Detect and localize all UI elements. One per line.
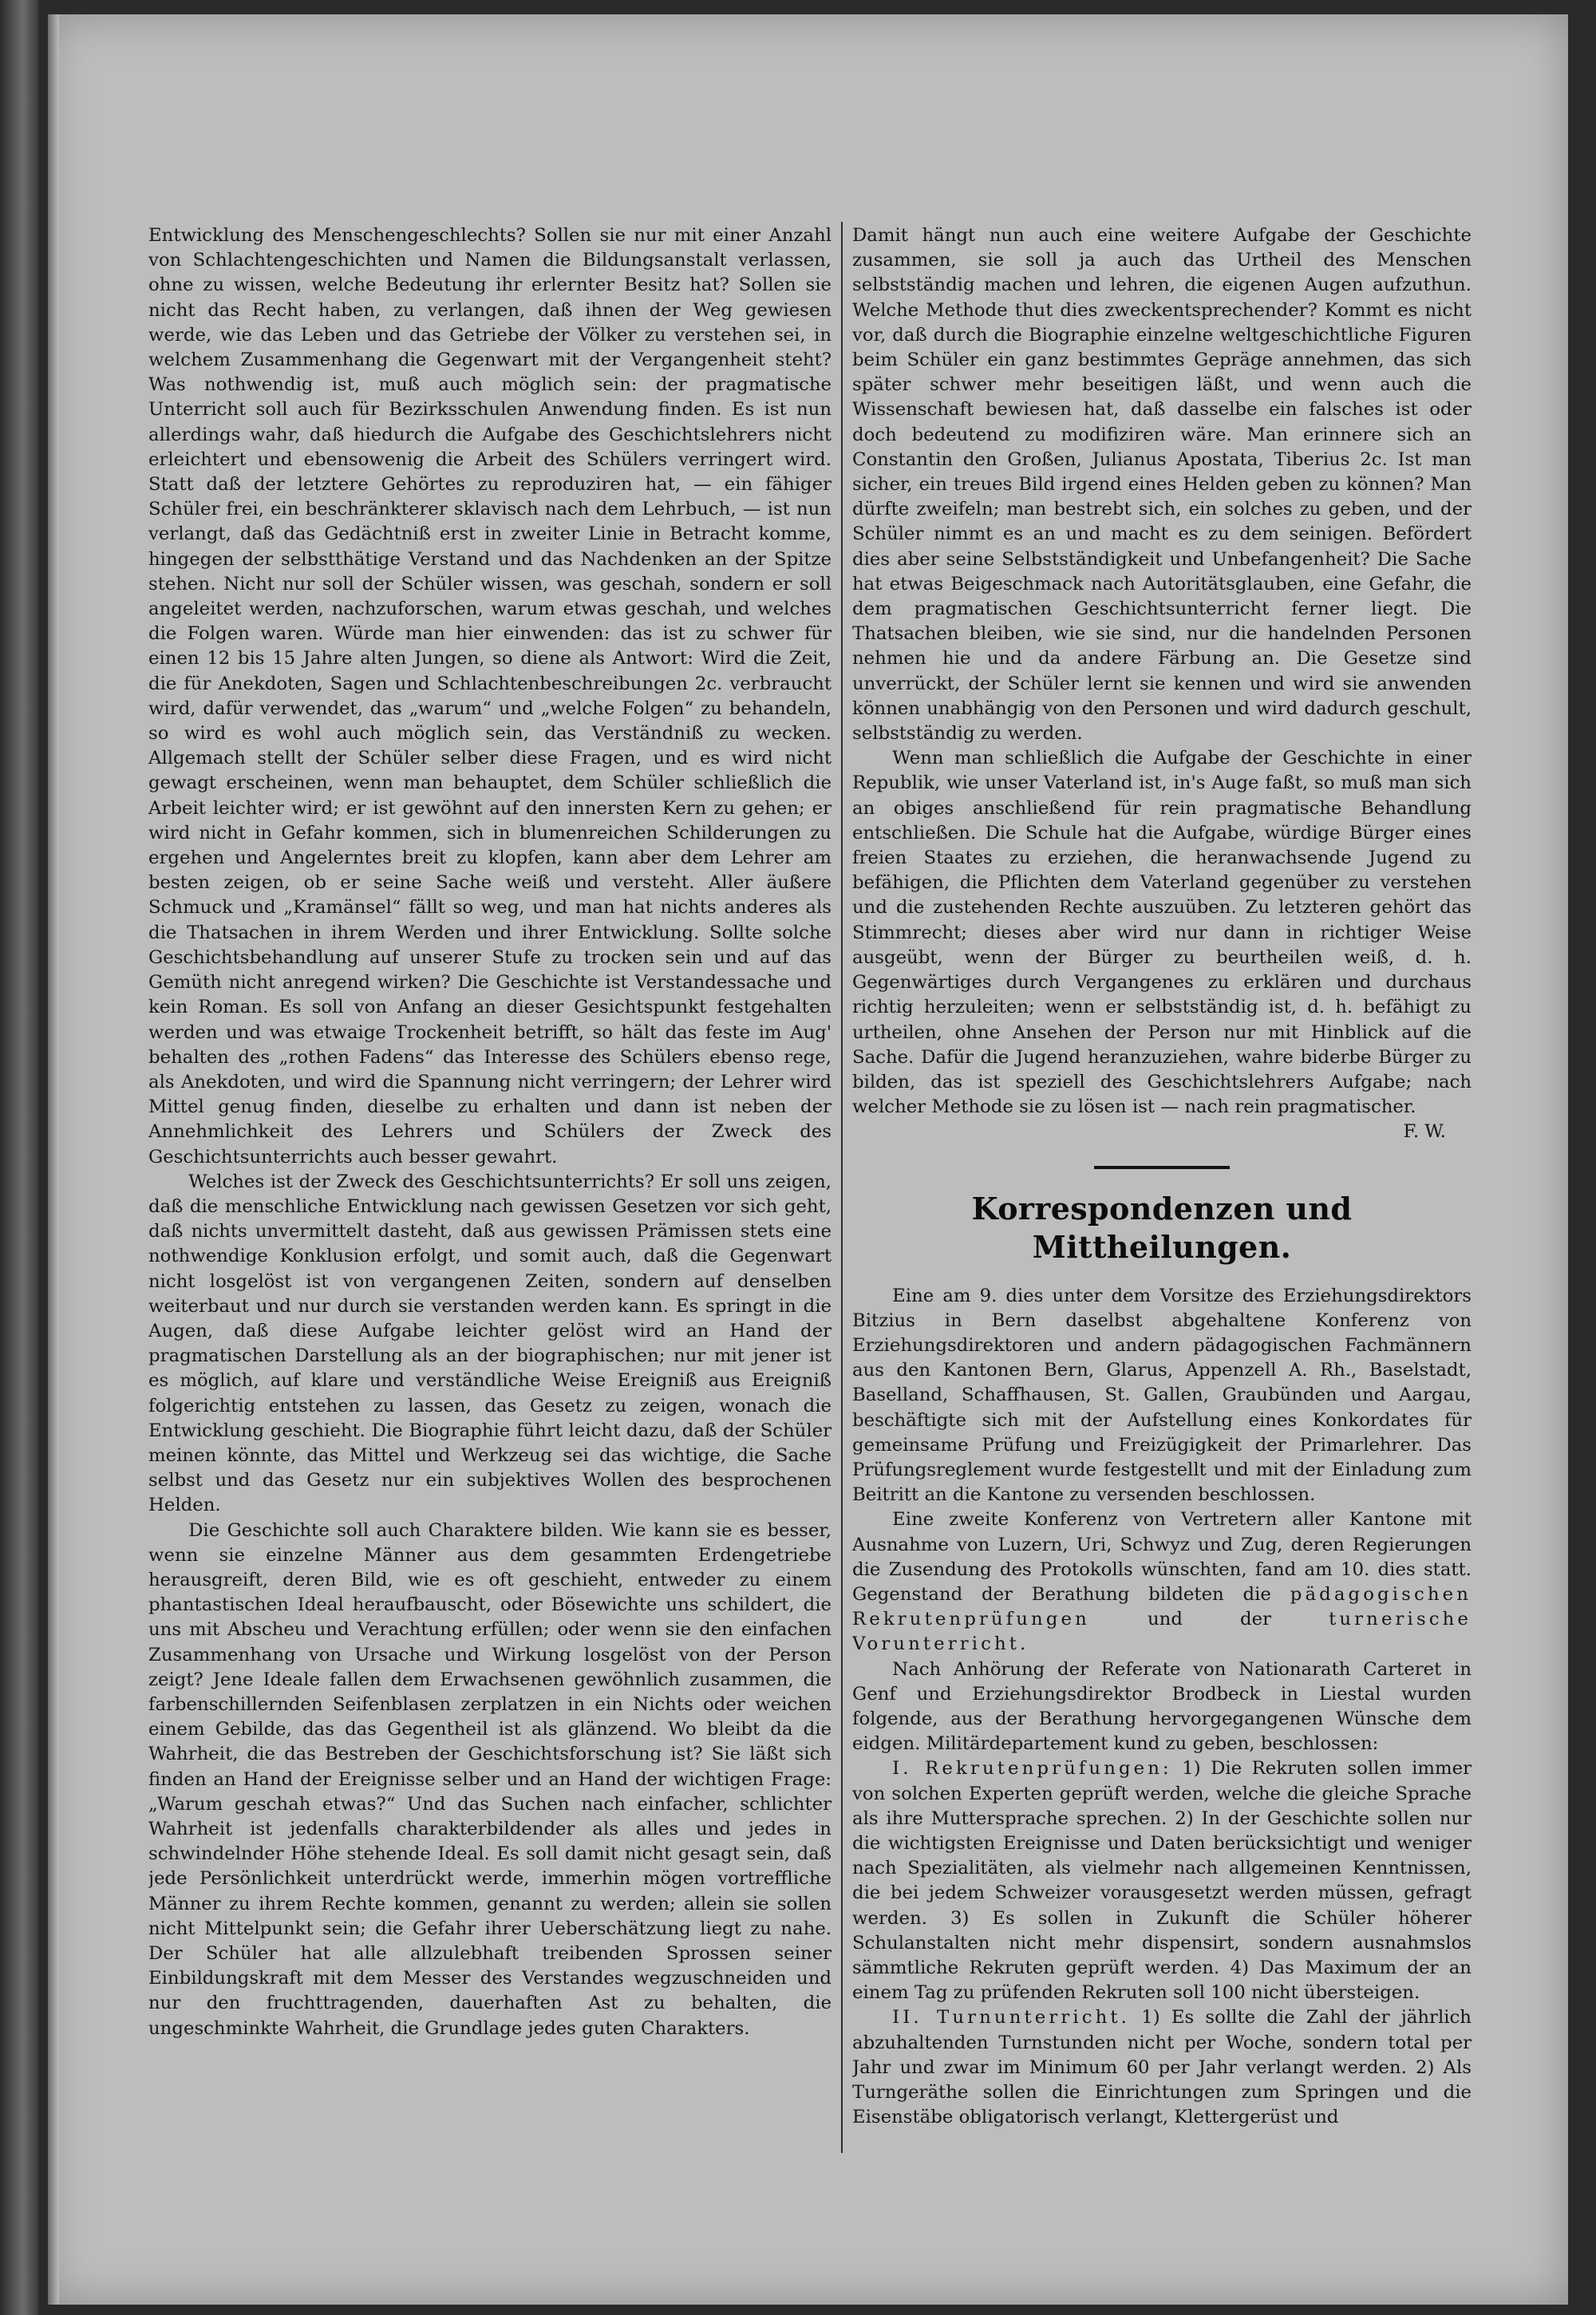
- news-2-topic-gymnastics: turnerische Vorunterricht.: [852, 1609, 1472, 1655]
- news-2-text: Eine zweite Konferenz von Vertretern aller Kantone mit Ausnahme von Luzern, Uri, Schwyz und Zug, deren Regierungen die Zusendung des Protokolls wünschten, fand am 10. dies statt. Gegenstand der Berathung bildeten die: [852, 1509, 1472, 1605]
- news-paragraph-2: [852, 1507, 1472, 1657]
- left-paragraph-3: Die Geschichte soll auch Charaktere bilden. Wie kann sie es besser, wenn sie einzelne Männer aus dem gesammten Erdengetriebe herausgreift, deren Bild, wie es oft geschieht, entweder zu einem phantastischen Ideal heraufbauscht, oder Bösewichte uns schildert, die uns mit Abscheu und Verachtung erfüllen; oder wenn sie den einfachen Zusammenhang von Ursache und Wirkung losgelöst von der Person zeigt? Jene Ideale fallen dem Erwachsenen gewöhnlich zusammen, die farbenschillernden Seifenblasen zerplatzen in ein Nichts oder weichen einem Gebilde, das das Gegentheil ist als glänzend. Wo bleibt da die Wahrheit, die das Bestreben der Geschichtsforschung ist? Sie läßt sich finden an Hand der Ereignisse selber und an Hand der wichtigen Frage: „Warum geschah etwas?“ Und das Suchen nach einfacher, schlichter Wahrheit ist jedenfalls charakterbildender als alles und jedes in schwindelnder Höhe stehende Ideal. Es soll damit nicht gesagt sein, daß jede Persönlichkeit unterdrückt werde, immerhin mögen vortreffliche Männer zu ihrem Rechte kommen, genannt zu werden; allein sie sollen nicht Mittelpunkt sein; die Gefahr ihrer Ueberschätzung liegt zu nahe. Der Schüler hat alle allzulebhaft treibenden Sprossen seiner Einbildungskraft mit dem Messer des Verstandes wegzuschneiden und nur den fruchttragenden, dauerhaften Ast zu behalten, die ungeschminkte Wahrheit, die Grundlage jedes guten Charakters.: [148, 1519, 832, 2039]
- page-binding-shadow: [48, 14, 59, 2305]
- news-item-1-label: I. Rekrutenprüfungen:: [892, 1758, 1172, 1780]
- news-item-2-text: 1) Es sollte die Zahl der jährlich abzuhaltenden Turnstunden nicht per Woche, sondern total per Jahr und zwar im Minimum 60 per Jahr verlangt werden. 2) Als Turngeräthe sollen die Einrichtungen zum Springen und die Eisenstäbe obligatorisch verlangt, Klettergerüst und: [852, 2007, 1472, 2128]
- column-divider: [841, 222, 843, 2153]
- news-item-1-text: 1) Die Rekruten sollen immer von solchen Experten geprüft werden, welche die gleiche Sprache als ihre Muttersprache sprechen. 2) In der Geschichte sollen nur die wichtigsten Ereignisse und Daten berücksichtigt und weniger nach Spezialitäten, als vielmehr nach allgemeinen Kenntnissen, die bei jedem Schweizer vorausgesetzt werden müssen, gefragt werden. 3) Es sollen in Zukunft die Schüler höherer Schulanstalten nicht mehr dispensirt, sondern ausnahmslos sämmtliche Rekruten geprüft werden. 4) Das Maximum der an einem Tag zu prüfenden Rekruten soll 100 nicht übersteigen.: [852, 1758, 1472, 2004]
- right-closing-paragraph: Wenn man schließlich die Aufgabe der Geschichte in einer Republik, wie unser Vaterland ist, in's Auge faßt, so muß man sich an obiges anschließend für rein pragmatische Behandlung entschließen. Die Schule hat die Aufgabe, würdige Bürger eines freien Staates zu erziehen, die heranwachsende Jugend zu befähigen, die Pflichten dem Vaterland gegenüber zu verstehen und die zustehenden Rechte auszuüben. Zu letzteren gehört das Stimmrecht; dieses aber wird nur dann in richtiger Weise ausgeübt, wenn der Bürger zu beurtheilen weiß, d. h. Gegenwärtiges durch Vergangenes zu erklären und durchaus richtig herzuleiten; wenn er selbstständig ist, d. h. befähigt zu urtheilen, ohne Ansehen der Person nur mit Hinblick auf die Sache. Dafür die Jugend heranzuziehen, wahre biderbe Bürger zu bilden, das ist speziell des Geschichtslehrers Aufgabe; nach welcher Methode sie zu lösen ist — nach rein pragmatischer.: [852, 748, 1472, 1118]
- section-separator-rule: [1094, 1166, 1230, 1169]
- news-2-and: und der: [1148, 1609, 1272, 1630]
- right-continuation-paragraph: Damit hängt nun auch eine weitere Aufgabe der Geschichte zusammen, sie soll ja auch das Urtheil des Menschen selbstständig machen und lehren, die eigenen Augen aufzuthun. Welche Methode thut dies zweckentsprechender? Kommt es nicht vor, daß durch die Biographie einzelne weltgeschichtliche Figuren beim Schüler ein ganz bestimmtes Gepräge annehmen, das sich später schwer mehr beseitigen läßt, und wenn auch die Wissenschaft bewiesen hat, daß dasselbe ein falsches ist oder doch bedeutend zu modifiziren wäre. Man erinnere sich an Constantin den Großen, Julianus Apostata, Tiberius 2c. Ist man sicher, ein treues Bild irgend eines Helden geben zu können? Man dürfte zweifeln; man bestrebt sich, ein solches zu geben, und der Schüler nimmt es an und macht es zu dem seinigen. Befördert dies aber seine Selbstständigkeit und Unbefangenheit? Die Sache hat etwas Beigeschmack nach Autoritätsglauben, eine Gefahr, die dem pragmatischen Geschichtsunterricht ferner liegt. Die Thatsachen bleiben, wie sie sind, nur die handelnden Personen nehmen hie und da andere Färbung an. Die Gesetze sind unverrückt, der Schüler lernt sie kennen und wird sie anwenden können unabhängig von den Personen und wird dadurch geschult, selbstständig zu werden.: [852, 225, 1472, 745]
- left-paragraph-1: Entwicklung des Menschengeschlechts? Sollen sie nur mit einer Anzahl von Schlachtengeschichten und Namen die Bildungsanstalt verlassen, ohne zu wissen, welche Bedeutung ihr erlernter Besitz hat? Sollen sie nicht das Recht haben, zu verlangen, daß ihnen der Weg gewiesen werde, wie das Leben und das Getriebe der Völker zu verstehen sei, in welchem Zusammenhang die Gegenwart mit der Vergangenheit steht? Was nothwendig ist, muß auch möglich sein: der pragmatische Unterricht soll auch für Bezirksschulen Anwendung finden. Es ist nun allerdings wahr, daß hiedurch die Aufgabe des Geschichtslehrers nicht erleichtert und ebensowenig die Arbeit des Schülers verringert wird. Statt daß der letztere Gehörtes zu reproduziren hat, — ein fähiger Schüler frei, ein beschränkterer sklavisch nach dem Lehrbuch, — ist nun verlangt, daß das Gedächtniß erst in zweiter Linie in Betracht komme, hingegen der selbstthätige Verstand und das Nachdenken an der Spitze stehen. Nicht nur soll der Schüler wissen, was geschah, sondern er soll angeleitet werden, nachzuforschen, warum etwas geschah, und welches die Folgen waren. Würde man hier einwenden: das ist zu schwer für einen 12 bis 15 Jahre alten Jungen, so diene als Antwort: Wird die Zeit, die für Anekdoten, Sagen und Schlachtenbeschreibungen 2c. verbraucht wird, dafür verwendet, das „warum“ und „welche Folgen“ zu behandeln, so wird es wohl auch möglich sein, das Verständniß zu wecken. Allgemach stellt der Schüler selber diese Fragen, und es wird nicht gewagt erscheinen, wenn man behauptet, dem Schüler schließlich die Arbeit leichter wird; er ist gewöhnt auf den innersten Kern zu gehen; er wird nicht in Gefahr kommen, sich in blumenreichen Schilderungen zu ergehen und Angelerntes breit zu klopfen, kann aber dem Lehrer am besten zeigen, ob er seine Sache weiß und versteht. Aller äußere Schmuck und „Kramänsel“ fällt so weg, und man hat nichts anderes als die Thatsachen in ihrem Werden und ihrer Entwicklung. Sollte solche Geschichtsbehandlung auf unserer Stufe zu trocken sein und auf das Gemüth nicht anregend wirken? Die Geschichte ist Verstandessache und kein Roman. Es soll von Anfang an dieser Gesichtspunkt festgehalten werden und was etwaige Trockenheit betrifft, so hält das feste im Aug' behalten des „rothen Fadens“ das Interesse des Schülers ebenso rege, als Anekdoten, und wird die Spannung nicht verringern; der Lehrer wird Mittel genug finden, dieselbe zu erhalten und dann ist neben der Annehmlichkeit des Lehrers und Schülers der Zweck des Geschichtsunterrichts auch besser gewahrt.: [148, 225, 832, 1167]
- left-column: [148, 223, 832, 2218]
- news-item-2: [852, 2005, 1472, 2130]
- news-item-1: [852, 1756, 1472, 2005]
- left-paragraph-2: Welches ist der Zweck des Geschichtsunterrichts? Er soll uns zeigen, daß die menschliche Entwicklung nach gewissen Gesetzen vor sich geht, daß nichts unvermittelt dasteht, daß aus gewissen Prämissen stets eine nothwendige Konklusion erfolgt, und somit auch, daß die Gegenwart nicht losgelöst ist von vergangenen Zeiten, sondern auf denselben weiterbaut und nur durch sie verstanden werden kann. Es springt in die Augen, daß diese Aufgabe leichter gelöst wird an Hand der pragmatischen Darstellung als an der biographischen; nur mit jener ist es möglich, auf klare und verständliche Weise Ereigniß aus Ereigniß folgerichtig entstehen zu lassen, das Gesetz zu zeigen, wonach die Entwicklung geschieht. Die Biographie führt leicht dazu, daß der Schüler meinen könnte, das Mittel und Werkzeug sei das wichtige, die Sache selbst und das Gesetz nur ein subjektives Wollen des besprochenen Helden.: [148, 1171, 832, 1516]
- news-paragraph-1: Eine am 9. dies unter dem Vorsitze des Erziehungsdirektors Bitzius in Bern daselbst abgehaltene Konferenz von Erziehungsdirektoren und andern pädagogischen Fachmännern aus den Kantonen Bern, Glarus, Appenzell A. Rh., Baselstadt, Baselland, Schaffhausen, St. Gallen, Graubünden und Aargau, beschäftigte sich mit der Aufstellung eines Konkordates für gemeinsame Prüfung und Freizügigkeit der Primarlehrer. Das Prüfungsreglement wurde festgestellt und mit der Einladung zum Beitritt an die Kantone zu versenden beschlossen.: [852, 1285, 1472, 1506]
- news-item-2-label: II. Turnunterricht.: [892, 2007, 1131, 2029]
- newspaper-page: [48, 14, 1568, 2305]
- section-heading: Korrespondenzen und Mittheilungen.: [971, 1190, 1353, 1265]
- right-column: [852, 223, 1472, 2218]
- author-signature: F. W.: [1403, 1121, 1446, 1143]
- previous-page-edge: [0, 0, 38, 2315]
- news-2-topic-recruits: pädagogischen Rekrutenprüfungen: [852, 1583, 1472, 1630]
- news-paragraph-3: Nach Anhörung der Referate von Nationarath Carteret in Genf und Erziehungsdirektor Brodbeck in Liestal wurden folgende, aus der Berathung hervorgegangenen Wünsche dem eidgen. Militärdepartement kund zu geben, beschlossen:: [852, 1658, 1472, 1755]
